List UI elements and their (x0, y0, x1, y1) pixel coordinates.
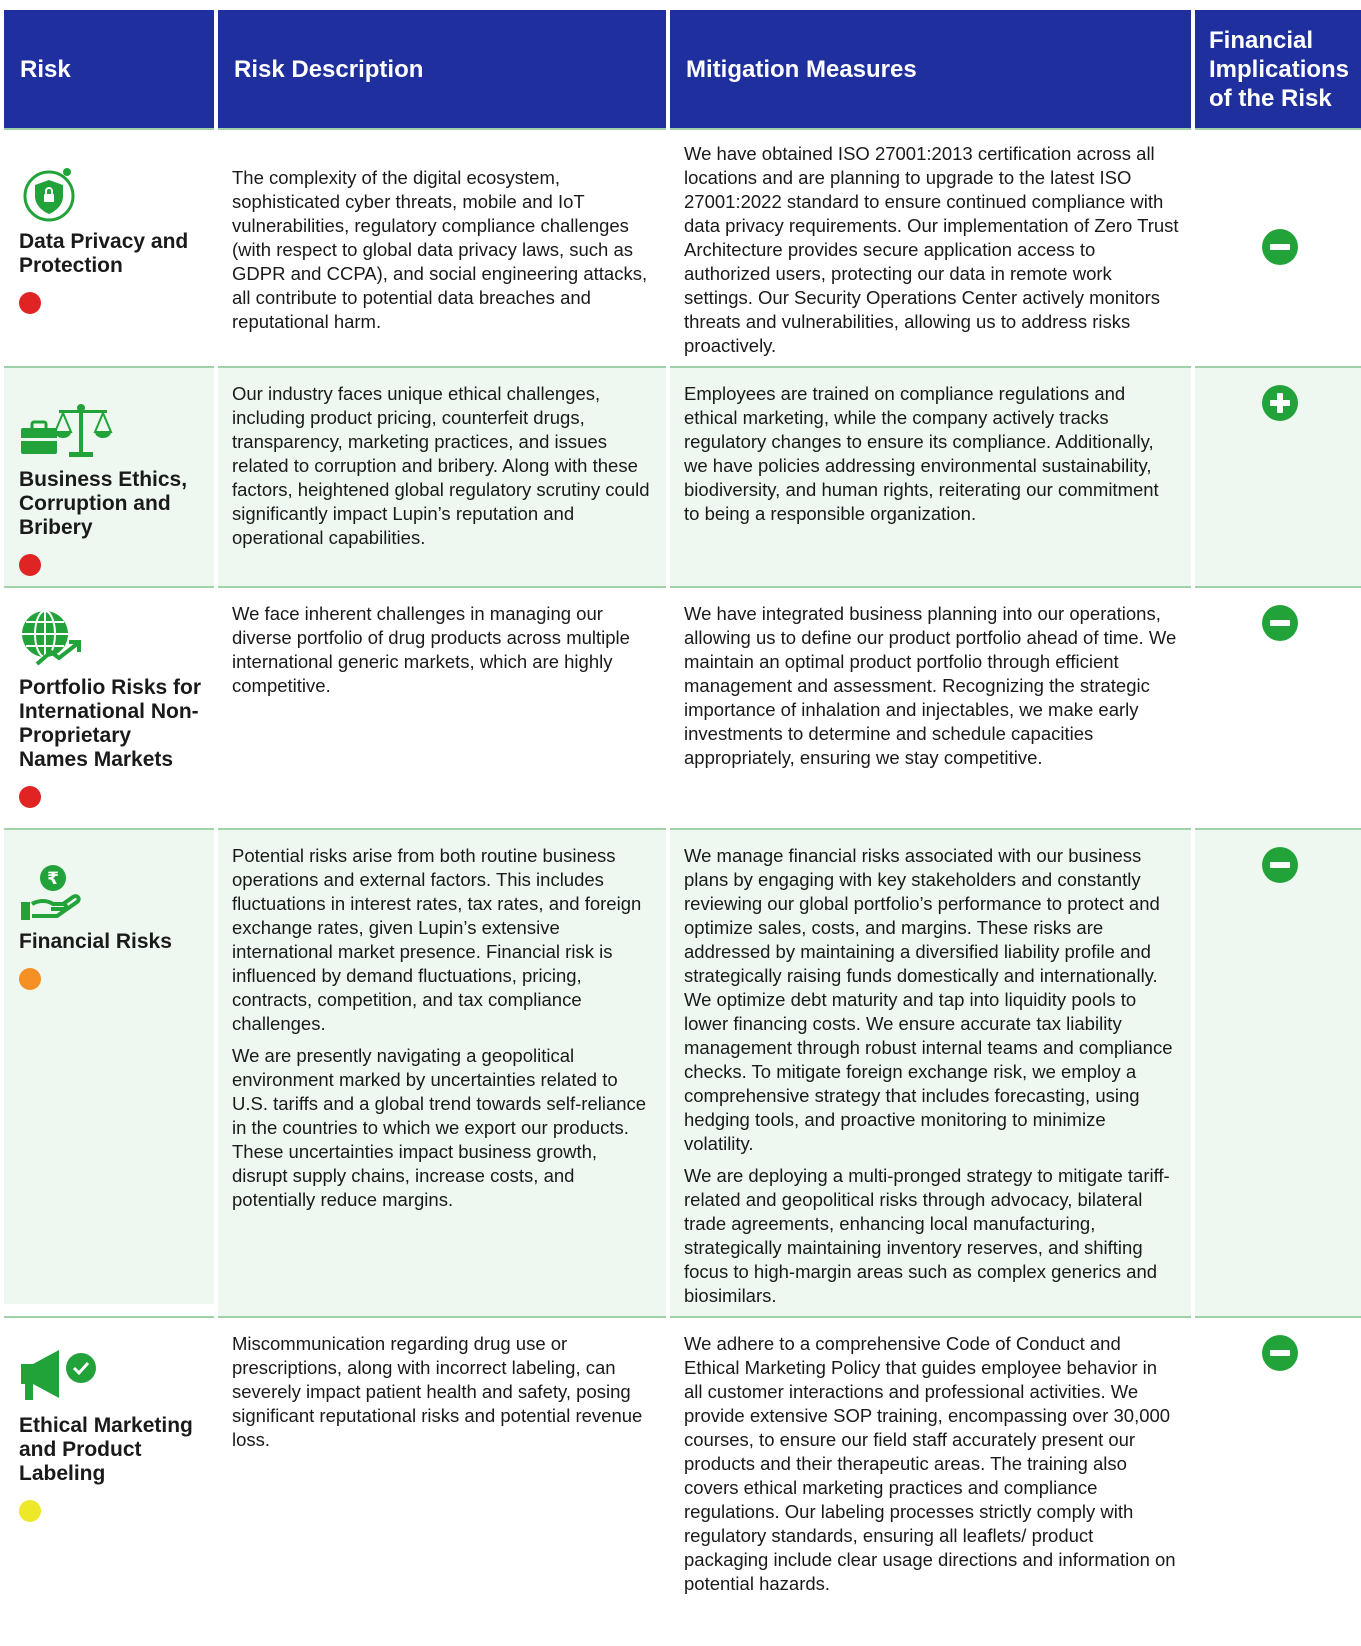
plus-circle-icon (1261, 384, 1299, 422)
minus-circle-icon (1261, 228, 1299, 266)
risk-name: Business Ethics, Corruption and Bribery (19, 468, 188, 539)
minus-circle-icon (1261, 604, 1299, 642)
svg-text:₹: ₹ (47, 869, 59, 889)
mitigation-cell (670, 1316, 1191, 1646)
risk-description-cell (218, 586, 666, 828)
description-text: We are presently navigating a geopolitical environment marked by uncertainties related to U.S. tariffs and a global trend towards self-reliance in the countries to which we export our products. These uncertainties impact business growth, disrupt supply chains, increase costs, and potentially reduce margins. (232, 1045, 647, 1210)
risk-cell (4, 1316, 214, 1646)
scales-briefcase-icon (19, 400, 119, 464)
risk-table (4, 10, 1357, 1646)
risk-cell (4, 586, 214, 828)
mitigation-text: We are deploying a multi-pronged strategy to mitigate tariff-related and geopolitical risks through advocacy, bilateral trade agreements, enhancing local manufacturing, strategically maintaining inventory reserves, and shifting focus to high-margin areas such as complex generics and biosimilars. (684, 1165, 1170, 1306)
globe-growth-icon (19, 608, 83, 672)
risk-description-cell (218, 1316, 666, 1646)
mitigation-text: Employees are trained on compliance regulations and ethical marketing, while the company actively tracks regulatory changes to ensure its compliance. Additionally, we have policies addressing environmental sustainability, biodiversity, and human rights, reiterating our commitment to being a responsible organization. (684, 383, 1159, 524)
mitigation-cell (670, 128, 1191, 366)
risk-cell (4, 828, 214, 1304)
risk-cell (4, 128, 214, 363)
mitigation-cell (670, 366, 1191, 586)
financial-implication-cell (1195, 586, 1361, 828)
rupee-hand-icon (19, 862, 83, 926)
description-text: Miscommunication regarding drug use or prescriptions, along with incorrect labeling, can severely impact patient health and safety, posing significant reputational risks and potential revenue loss. (232, 1333, 643, 1450)
description-text: We face inherent challenges in managing our diverse portfolio of drug products across multiple international generic markets, which are highly competitive. (232, 603, 630, 696)
risk-name: Data Privacy and Protection (19, 230, 189, 277)
megaphone-check-icon (19, 1346, 99, 1410)
header-financial-implications: Financial Implications of the Risk (1195, 10, 1361, 128)
risk-cell (4, 366, 214, 586)
mitigation-text: We adhere to a comprehensive Code of Conduct and Ethical Marketing Policy that guides employee behavior in all customer interactions and professional activities. We provide extensive SOP training, encompassing over 30,000 courses, to ensure our field staff accurately present our products and their therapeutic areas. The training also covers ethical marketing practices and compliance regulations. Our labeling processes strictly comply with regulatory standards, ensuring all leaflets/ product packaging include clear usage directions and information on potential hazards. (684, 1333, 1176, 1594)
financial-implication-cell (1195, 1316, 1361, 1646)
risk-name: Portfolio Risks for International Non-Proprietary Names Markets (19, 676, 202, 771)
risk-description-cell (218, 828, 666, 1316)
minus-circle-icon (1261, 846, 1299, 884)
risk-level-dot (19, 292, 41, 314)
risk-name: Ethical Marketing and Product Labeling (19, 1414, 193, 1485)
mitigation-text: We have obtained ISO 27001:2013 certification across all locations and are planning to upgrade to the latest ISO 27001:2022 standard to ensure continued compliance with data privacy requirements. Our implementation of Zero Trust Architecture provides secure application access to authorized users, protecting our data in remote work settings. Our Security Operations Center actively monitors threats and vulnerabilities, allowing us to address risks proactively. (684, 143, 1179, 356)
shield-lock-icon (19, 162, 83, 226)
header-risk-description: Risk Description (218, 10, 666, 128)
risk-level-dot (19, 968, 41, 990)
description-text: The complexity of the digital ecosystem, sophisticated cyber threats, mobile and IoT vulnerabilities, regulatory compliance challenges (with respect to global data privacy laws, such as GDPR and CCPA), and social engineering attacks, all contribute to potential data breaches and reputational harm. (232, 167, 648, 332)
description-text: Potential risks arise from both routine business operations and external factors. This includes fluctuations in interest rates, tax rates, and foreign exchange rates, given Lupin’s extensive international market presence. Financial risk is influenced by demand fluctuations, pricing, contracts, competition, and tax compliance challenges. (232, 845, 642, 1034)
header-risk: Risk (4, 10, 214, 128)
risk-description-cell (218, 128, 666, 366)
risk-level-dot (19, 786, 41, 808)
mitigation-cell (670, 828, 1191, 1316)
risk-description-cell (218, 366, 666, 586)
mitigation-cell (670, 586, 1191, 828)
risk-name: Financial Risks (19, 930, 172, 953)
mitigation-text: We manage financial risks associated with our business plans by engaging with key stakeholders and constantly reviewing our global portfolio’s performance to protect and optimize sales, costs, and margins. These risks are addressed by maintaining a diversified liability profile and strategically raising funds domestically and internationally. We optimize debt maturity and tap into liquidity pools to lower financing costs. We ensure accurate tax liability management through robust internal teams and compliance checks. To mitigate foreign exchange risk, we employ a comprehensive strategy that includes forecasting, using hedging tools, and proactive monitoring to minimize volatility. (684, 845, 1173, 1154)
minus-circle-icon (1261, 1334, 1299, 1372)
risk-level-dot (19, 1500, 41, 1522)
financial-implication-cell (1195, 828, 1361, 1316)
financial-implication-cell (1195, 366, 1361, 586)
description-text: Our industry faces unique ethical challenges, including product pricing, counterfeit drugs, transparency, marketing practices, and issues related to corruption and bribery. Along with these factors, heightened global regulatory scrutiny could significantly impact Lupin’s reputation and operational capabilities. (232, 383, 650, 548)
risk-level-dot (19, 554, 41, 576)
mitigation-text: We have integrated business planning into our operations, allowing us to define our product portfolio ahead of time. We maintain an optimal product portfolio through efficient management and assessment. Recognizing the strategic importance of inhalation and injectables, we make early investments to determine and schedule capacities appropriately, ensuring we stay competitive. (684, 603, 1177, 768)
financial-implication-cell (1195, 128, 1361, 366)
header-mitigation-measures: Mitigation Measures (670, 10, 1191, 128)
